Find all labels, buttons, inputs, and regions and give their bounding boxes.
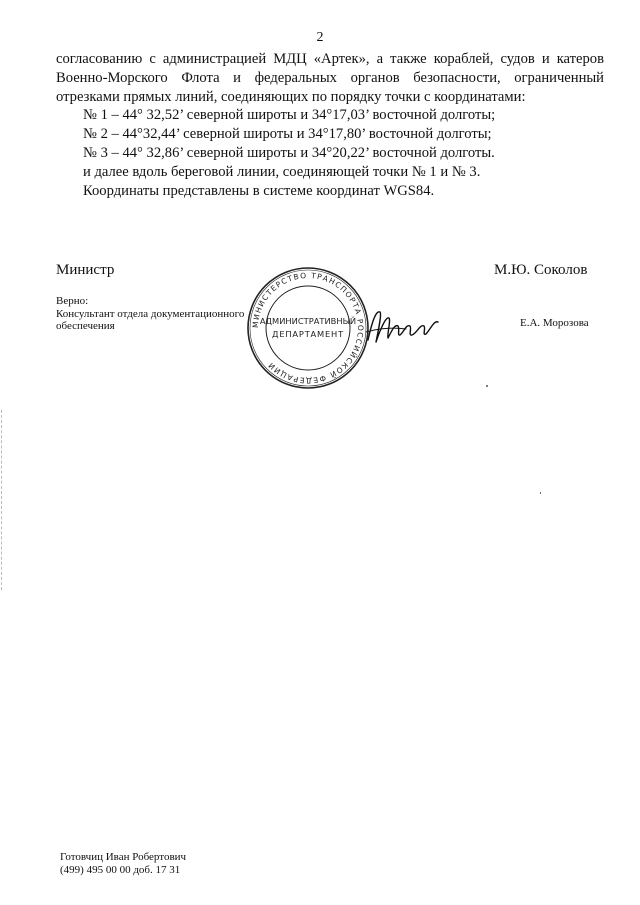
page-number: 2 — [316, 30, 324, 45]
seal-center-line1: АДМИНИСТРАТИВНЫЙ — [259, 316, 357, 326]
verno-label: Верно: — [56, 295, 89, 307]
certification-block — [56, 295, 256, 333]
coordinate-point-3: № 3 – 44° 32,86’ северной широты и 34°20,22’ восточной долготы. — [83, 144, 495, 161]
author-name: Готовчиц Иван Робертович — [60, 851, 187, 863]
minister-title: Министр — [56, 262, 115, 278]
document-body — [56, 50, 604, 200]
scan-margin-marks — [1, 410, 4, 590]
coordinate-point-2: № 2 – 44°32,44’ северной широты и 34°17,80’ восточной долготы; — [83, 126, 492, 143]
scan-speck — [486, 385, 488, 387]
coastline-text: и далее вдоль береговой линии, соединяющей точки № 1 и № 3. — [83, 163, 481, 180]
intro-line-3: отрезками прямых линий, соединяющих по порядку точки с координатами: — [56, 88, 526, 105]
intro-line-2: Военно-Морского Флота и федеральных органов безопасности, ограниченный — [56, 69, 604, 86]
author-phone: (499) 495 00 00 доб. 17 31 — [60, 863, 181, 876]
seal-center-line2: ДЕПАРТАМЕНТ — [272, 329, 344, 339]
footer-contact — [60, 851, 186, 876]
intro-line-1: согласованию с администрацией МДЦ «Артек», а также кораблей, судов и катеров — [56, 51, 604, 67]
minister-name: М.Ю. Соколов — [494, 262, 588, 278]
scan-speck — [540, 492, 541, 494]
seal-ring-text: МИНИСТЕРСТВО ТРАНСПОРТА РОССИЙСКОЙ ФЕДЕРАЦИИ — [250, 270, 366, 386]
official-seal-stamp — [246, 266, 370, 390]
handwritten-signature — [362, 302, 444, 350]
coordinate-system-note: Координаты представлены в системе координат WGS84. — [83, 182, 435, 199]
certifier-position-line2: обеспечения — [56, 320, 115, 332]
coordinate-point-1: № 1 – 44° 32,52’ северной широты и 34°17,03’ восточной долготы; — [83, 107, 496, 124]
certifier-position-line1: Консультант отдела документационного — [56, 307, 245, 320]
certifier-name: Е.А. Морозова — [520, 317, 589, 329]
